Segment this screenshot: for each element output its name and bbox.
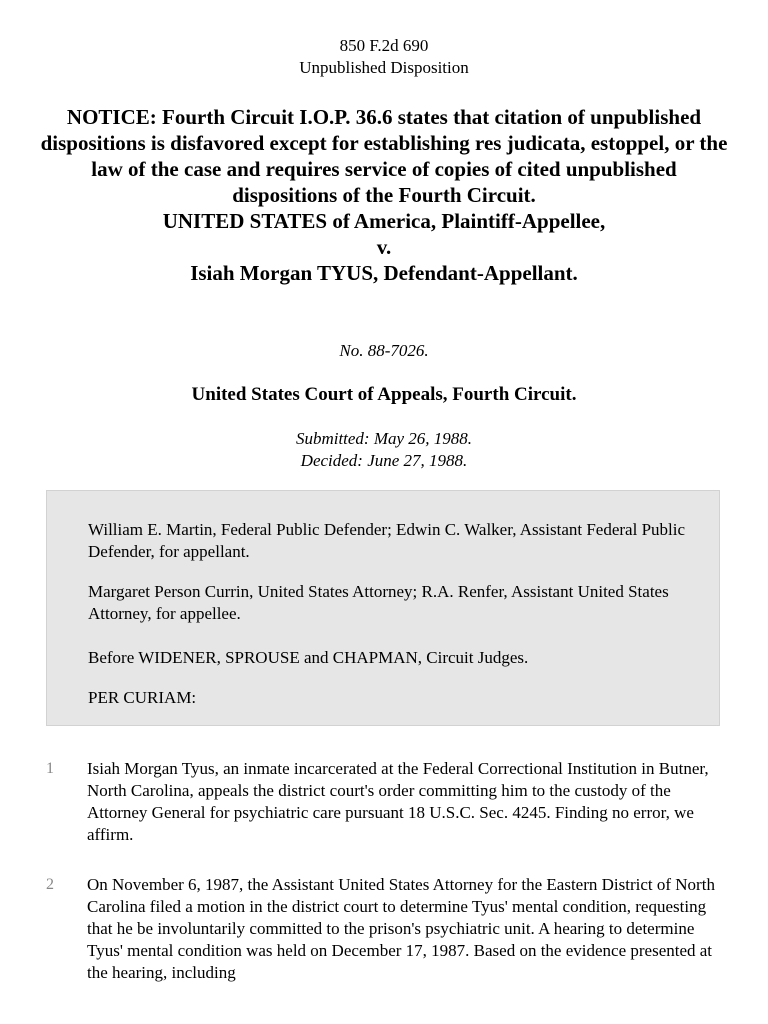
citation: 850 F.2d 690 xyxy=(339,36,429,55)
paragraph-number: 2 xyxy=(46,876,54,893)
plaintiff-party: UNITED STATES of America, Plaintiff-Appellee, xyxy=(162,209,606,233)
case-header xyxy=(0,35,768,79)
appellant-counsel: William E. Martin, Federal Public Defender; Edwin C. Walker, Assistant Federal Public Defender, for appellant. xyxy=(88,520,686,561)
counsel-panel xyxy=(46,490,720,726)
court-name: United States Court of Appeals, Fourth Circuit. xyxy=(191,384,577,405)
paragraph-text: Isiah Morgan Tyus, an inmate incarcerated at the Federal Correctional Institution in Butner, North Carolina, appeals the district court's order committing him to the custody of the Attorney General for psychiatric care pursuant 18 U.S.C. Sec. 4245. Finding no error, we affirm. xyxy=(87,759,709,844)
case-dates xyxy=(0,428,768,472)
paragraph-text: On November 6, 1987, the Assistant United States Attorney for the Eastern District of North Carolina filed a motion in the district court to determine Tyus' mental condition, requesting that he be involuntarily committed to the prison's psychiatric unit. A hearing to determine Tyus' mental condition was held on December 17, 1987. Based on the evidence presented at the hearing, including xyxy=(87,875,715,982)
panel-judges: Before WIDENER, SPROUSE and CHAPMAN, Circuit Judges. xyxy=(88,648,529,667)
appellee-counsel: Margaret Person Currin, United States Attorney; R.A. Renfer, Assistant United States Attorney, for appellee. xyxy=(88,582,669,623)
paragraph-number: 1 xyxy=(46,760,54,777)
decided-date: Decided: June 27, 1988. xyxy=(300,451,468,470)
per-curiam-label: PER CURIAM: xyxy=(88,688,197,707)
case-title-block xyxy=(40,104,728,286)
submitted-date: Submitted: May 26, 1988. xyxy=(295,429,473,448)
versus-label: v. xyxy=(376,235,392,259)
docket-number: No. 88-7026. xyxy=(339,341,429,360)
notice-text: NOTICE: Fourth Circuit I.O.P. 36.6 states that citation of unpublished dispositions is disfavored except for establishing res judicata, estoppel, or the law of the case and requires service of copies of cited unpublished dispositions of the Fourth Circuit. xyxy=(40,105,728,207)
defendant-party: Isiah Morgan TYUS, Defendant-Appellant. xyxy=(190,261,578,285)
disposition-label: Unpublished Disposition xyxy=(299,58,469,77)
